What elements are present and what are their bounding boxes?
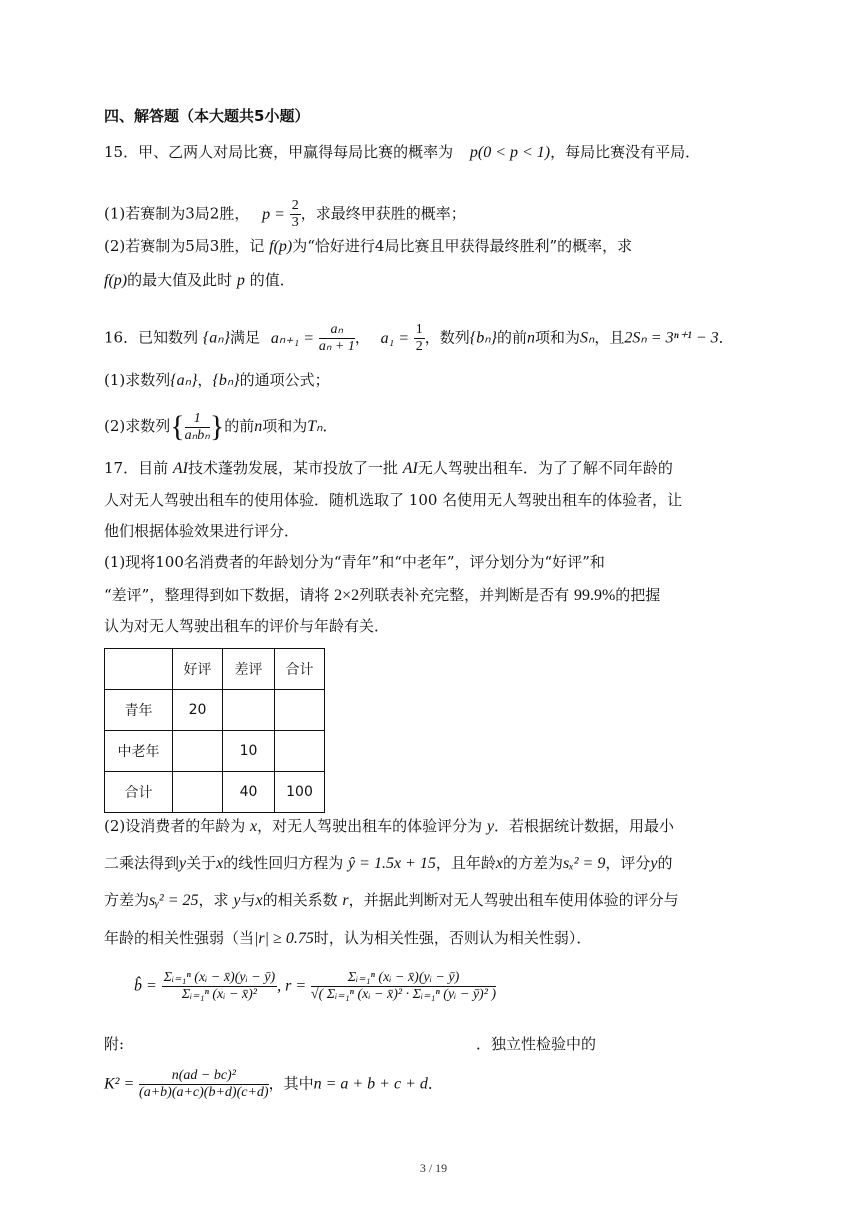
q15-p1-num: 2	[291, 198, 299, 213]
q16-line1	[104, 322, 734, 355]
q15-p1-text-b: ，求最终甲获胜的概率；	[300, 204, 466, 223]
q17-part2-line3	[104, 890, 679, 911]
q16-p1-text-b: 的通项公式；	[239, 371, 330, 389]
q16-rec-den: aₙ + 1	[318, 339, 355, 354]
q15-p1-math-lhs: p =	[262, 205, 285, 223]
q17-p2-l4-b: 时，认为相关性强，否则认为相关性弱）．	[313, 929, 592, 947]
q17-part2-line1	[104, 816, 674, 837]
q15-p2-text-b: 为“恰好进行4局比赛且甲获得最终胜利”的概率，求	[292, 237, 633, 255]
q16-a1-den: 2	[415, 339, 423, 354]
q17-p1-text-a: “差评”，整理得到如下数据，请将	[104, 586, 330, 604]
q16-rec-num: aₙ	[319, 322, 355, 339]
q16-p2-den: aₙbₙ	[184, 427, 210, 443]
section-title: 四、解答题（本大题共5小题）	[104, 107, 310, 125]
q17-part1-line2	[104, 585, 660, 606]
q16-p2-var-n: n	[254, 418, 263, 435]
q16-p2-brace-left: {	[170, 410, 185, 443]
q16-p1-text-a: (1)求数列	[104, 371, 171, 389]
q15-line1	[104, 142, 700, 163]
table-cell: 合计	[275, 649, 325, 690]
q17-part2-line2	[104, 853, 673, 874]
formula-b-fraction	[162, 970, 278, 1003]
table-cell: 40	[223, 772, 275, 813]
k2-tail: ，其中	[268, 1074, 314, 1093]
q17-p1-text-c: 的把握	[615, 586, 661, 604]
formula-r-num: Σᵢ₌₁ⁿ (xᵢ − x̄)(yᵢ − ȳ)	[311, 970, 496, 987]
q17-p2-l2-e: 的方差为	[502, 854, 563, 872]
q16-p2-var-T: Tₙ	[307, 418, 323, 435]
k2-formula-line	[104, 1068, 443, 1101]
q17-p2-l2-y3: y	[650, 855, 658, 872]
contingency-table	[104, 648, 325, 813]
formula-b-den: Σᵢ₌₁ⁿ (xᵢ − x̄)²	[181, 987, 257, 1002]
q16-p1-seq-a: {aₙ}	[170, 372, 198, 389]
table-row	[105, 772, 325, 813]
q17-p2-l2-y: y	[179, 855, 187, 872]
q17-p2-l3-a: 方差为	[104, 891, 150, 909]
q17-p2-l3-r: r	[342, 892, 349, 909]
q17-p2-l2-f: ，评分	[605, 854, 651, 872]
q16-p2-brace-right: }	[209, 410, 225, 443]
q17-r-condition: |r| ≥ 0.75	[254, 930, 314, 947]
table-cell: 20	[173, 690, 223, 731]
q17-p1-text-b: 列联表补充完整，并判断是否有	[359, 586, 570, 604]
table-cell: 10	[223, 731, 275, 772]
formula-r-fraction	[311, 970, 496, 1003]
q16-seq-a: {aₙ}	[202, 329, 231, 347]
q15-p1-den: 3	[291, 215, 299, 230]
q17-line1	[104, 458, 673, 479]
q16-text-c: ，	[354, 328, 370, 347]
q17-p2-text-a: (2)设消费者的年龄为	[104, 817, 246, 835]
q17-p2-l2-a: 二乘法得到	[104, 854, 180, 872]
q16-p2-text-d: ．	[322, 417, 338, 435]
q17-line3: 他们根据体验效果进行评分．	[104, 522, 300, 540]
q17-p2-var-x: x	[250, 818, 258, 835]
q16-text-f: 项和为	[534, 328, 580, 347]
q16-p2-num: 1	[185, 411, 210, 428]
q15-p2-text-d: 的值．	[249, 271, 295, 289]
q16-p2-fraction	[185, 411, 210, 444]
q17-p2-l2-g: 的	[657, 854, 673, 872]
q17-regression-eq: ŷ = 1.5x + 15	[348, 855, 436, 872]
q15-p2-var-p: p	[236, 272, 245, 289]
appendix-label: 附:	[104, 1035, 125, 1053]
q15-p1-fraction	[290, 198, 301, 231]
k2-fraction	[139, 1068, 269, 1101]
table-cell	[173, 772, 223, 813]
k2-n-def: n = a + b + c + d	[313, 1075, 428, 1093]
table-cell	[105, 649, 173, 690]
table-cell	[173, 731, 223, 772]
table-cell	[275, 731, 325, 772]
q15-text-a: 15．甲、乙两人对局比赛，甲赢得每局比赛的概率为	[104, 143, 454, 161]
table-cell: 差评	[223, 649, 275, 690]
table-row	[105, 690, 325, 731]
q15-p2-text-a: (2)若赛制为5局3胜，记	[104, 237, 265, 255]
formula-r-den: √( Σᵢ₌₁ⁿ (xᵢ − x̄)² · Σᵢ₌₁ⁿ (yᵢ − ȳ)² )	[310, 987, 497, 1002]
q17-p2-l2-x: x	[216, 855, 224, 872]
q17-var-sx: sₓ² = 9	[562, 855, 606, 872]
q17-p2-l3-c: 与	[240, 891, 256, 909]
q16-text-a: 16．已知数列	[104, 328, 199, 347]
q16-p2-text-c: 项和为	[262, 417, 308, 435]
table-cell: 好评	[173, 649, 223, 690]
formula-b-lhs: b̂ =	[134, 977, 157, 995]
q17-p2-l3-b: ，求	[198, 891, 229, 909]
q16-p1-seq-b: {bₙ}	[212, 372, 240, 389]
q17-p2-var-y: y	[486, 818, 495, 835]
formula-block	[134, 970, 496, 1003]
q16-eq: 2Sₙ = 3ⁿ⁺¹ − 3	[624, 329, 719, 347]
k2-lhs: K² =	[104, 1075, 135, 1093]
table-cell: 中老年	[105, 731, 173, 772]
q16-seq-b: {bₙ}	[469, 329, 497, 347]
q17-ai-1: AI	[172, 460, 188, 477]
q17-part1-line1: (1)现将100名消费者的年龄划分为“青年”和“中老年”，评分划分为“好评”和	[104, 553, 605, 571]
k2-num: n(ad − bc)²	[139, 1068, 269, 1085]
q17-p2-l4-a: 年龄的相关性强弱（当	[104, 929, 255, 947]
q17-p2-l3-e: ，并据此判断对无人驾驶出租车使用体验的评分与	[348, 891, 679, 909]
table-cell	[275, 690, 325, 731]
q15-part2-line1	[104, 236, 632, 257]
q15-math-p-range: p(0 < p < 1)	[469, 144, 551, 161]
q15-text-b: ，每局比赛没有平局．	[550, 143, 701, 161]
q17-p2-l2-d: ，且年龄	[435, 854, 496, 872]
table-row	[105, 731, 325, 772]
q16-text-g: ，且	[594, 328, 625, 347]
q15-p1-text-a: (1)若赛制为3局2胜，	[104, 204, 250, 223]
q15-p2-text-c: 的最大值及此时	[127, 271, 233, 289]
q17-text-c: 无人驾驶出租车．为了了解不同年龄的	[417, 459, 673, 477]
q17-p2-l2-b: 关于	[186, 854, 217, 872]
q16-text-h: ．	[718, 328, 734, 347]
q17-line2: 人对无人驾驶出租车的使用体验．随机选取了 100 名使用无人驾驶出租车的体验者，让	[104, 491, 683, 509]
table-cell: 100	[275, 772, 325, 813]
q15-part2-line2	[104, 270, 295, 291]
q17-p2-l3-d: 的相关系数	[262, 891, 338, 909]
q16-a1-fraction	[414, 322, 425, 355]
k2-den: (a+b)(a+c)(b+d)(c+d)	[139, 1085, 269, 1100]
q16-text-b: 满足	[230, 328, 261, 347]
q16-var-Sn: Sₙ	[580, 329, 595, 347]
q16-a1-lhs: a₁ =	[380, 329, 409, 347]
q17-ai-2: AI	[402, 460, 418, 477]
q17-p2-text-c: ．若根据统计数据，用最小	[494, 817, 675, 835]
q16-text-e: 的前	[496, 328, 527, 347]
q16-p1-sep: ，	[197, 371, 213, 389]
q16-a1-num: 1	[415, 322, 423, 337]
q16-rec-lhs: aₙ₊₁ =	[270, 329, 315, 347]
q16-var-n: n	[526, 329, 535, 347]
q17-p1-math-2x2: 2×2	[334, 587, 360, 604]
page-number: 3 / 19	[419, 1161, 448, 1175]
q16-part1	[104, 370, 330, 391]
appendix-tail: ．独立性检验中的	[476, 1035, 597, 1053]
q16-rec-fraction	[319, 322, 355, 355]
q15-p2-math-fp2: f(p)	[104, 272, 128, 289]
q15-p2-math-fp: f(p)	[269, 238, 293, 255]
q17-part1-line3: 认为对无人驾驶出租车的评价与年龄有关．	[104, 617, 390, 635]
q17-p2-l3-x: x	[255, 892, 263, 909]
q17-p2-l3-y: y	[233, 892, 241, 909]
q17-text-a: 17．目前	[104, 459, 169, 477]
table-cell: 青年	[105, 690, 173, 731]
formula-r-lhs: , r =	[277, 977, 307, 995]
table-cell	[223, 690, 275, 731]
q17-p2-l2-c: 的线性回归方程为	[223, 854, 344, 872]
q16-p2-text-b: 的前	[224, 417, 255, 435]
q16-part2	[104, 408, 338, 445]
table-row	[105, 649, 325, 690]
q17-text-b: 技术蓬勃发展，某市投放了一批	[187, 459, 398, 477]
formula-b-num: Σᵢ₌₁ⁿ (xᵢ − x̄)(yᵢ − ȳ)	[163, 970, 276, 985]
table-cell: 合计	[105, 772, 173, 813]
q17-var-sy: sᵧ² = 25	[149, 892, 199, 909]
q17-p2-text-b: ，对无人驾驶出租车的体验评分为	[257, 817, 483, 835]
k2-end: ．	[427, 1074, 443, 1093]
q17-part2-line4	[104, 928, 591, 949]
q16-p2-text-a: (2)求数列	[104, 417, 171, 435]
q16-text-d: ，数列	[424, 328, 470, 347]
q15-part1	[104, 198, 466, 231]
q17-p2-l2-x3: x	[495, 855, 503, 872]
q17-p1-pct: 99.9%	[573, 587, 616, 604]
